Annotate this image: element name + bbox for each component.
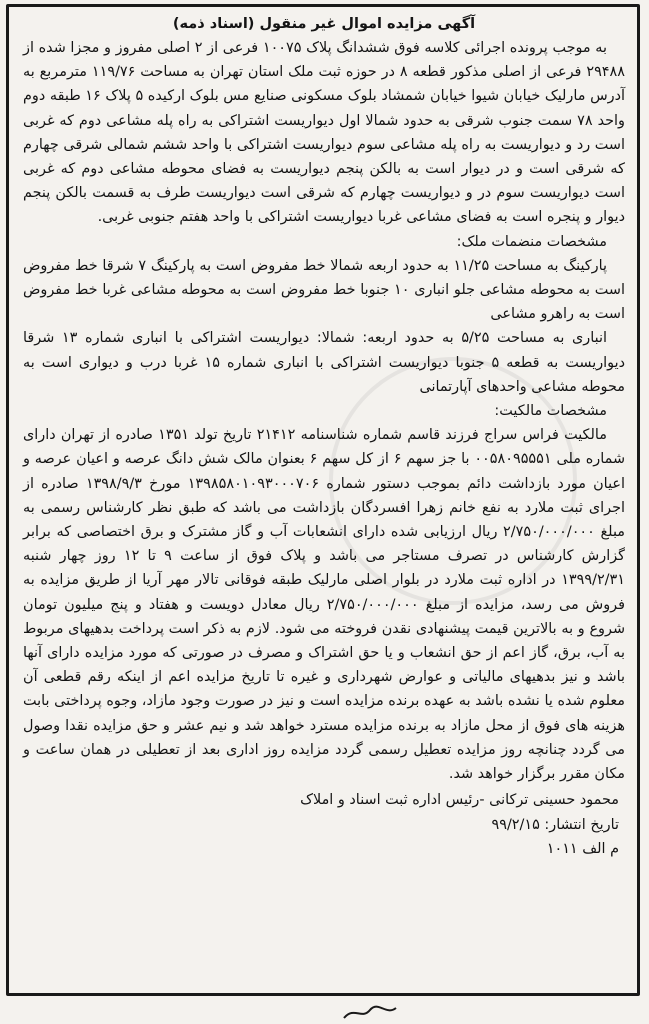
ownership-description: مالکیت فراس سراج فرزند قاسم شماره شناسنامه ۲۱۴۱۲ تاریخ تولد ۱۳۵۱ صادره از تهران دارای شماره ملی ۰۰۵۸۰۹۵۵۵۱ با جز سهم ۶ از کل سهم ۶ بعنوان مالک شش دانگ عرصه و اعیان عرصه و اعیان مورد بازداشت دائم بموجب دستور شماره ۱۳۹۸۵۸۰۱۰۹۳۰۰۰۷۰۶ مورخ ۱۳۹۸/۹/۳ صادره از اجرای ثبت ملارد به نفع خانم زهرا افسردگان بازداشت می باشد که طبق نظر کارشناس رسمی به مبلغ ۲/۷۵۰/۰۰۰/۰۰۰ ریال ارزیابی شده دارای انشعابات آب و گاز مشترک و برق اختصاصی که برابر گزارش کارشناس در تصرف مستاجر می باشد و پلاک فوق از ساعت ۹ تا ۱۲ روز چهار شنبه ۱۳۹۹/۲/۳۱ در اداره ثبت ملارد در بلوار اصلی مارلیک طبقه فوقانی تالار مهر آریا از طریق مزایده به فروش می رسد، مزایده از مبلغ ۲/۷۵۰/۰۰۰/۰۰۰ ریال معادل دویست و هفتاد و پنج میلیون تومان شروع و به بالاترین قیمت پیشنهادی نقدن فروخته می شود. لازم به ذکر است پرداخت بدهیهای مربوط به آب، برق، گاز اعم از حق انشعاب و یا حق اشتراک و مصرف در صورتی که مورد مزایده دارای آنها باشد و نیز بدهیهای مالیاتی و عوارض شهرداری و غیره تا تاریخ مزایده اعم از اینکه رقم قطعی آن معلوم شده یا نشده باشد به عهده برنده مزایده است و نیز در صورت وجود مازاد، وجوه پرداختی بابت هزینه های فوق از محل مازاد به برنده مزایده مسترد خواهد شد و نیم عشر و حق مزایده نقدا وصول می گردد چنانچه روز مزایده تعطیل رسمی گردد مزایده روز اداری بعد از تعطیلی در همان ساعت و مکان مقرر برگزار خواهد شد. [23,427,626,783]
signature: محمود حسینی ترکانی -رئیس اداره ثبت اسناد و املاک [300,792,619,809]
pen-mark-icon [340,1004,400,1022]
ownership-heading: مشخصات مالکیت: [494,403,607,420]
reference-code: م الف ۱۰۱۱ [546,840,619,857]
parking-description: پارکینگ به مساحت ۱۱/۲۵ به حدود اربعه شمالا خط مفروض است به پارکینگ ۷ شرقا خط مفروض است به محوطه مشاعی جلو انباری ۱۰ جنوبا خط مفروض است به محوطه مشاعی غربا خط مفروض است به راهرو مشاعی [23,257,625,323]
appurtenances-heading: مشخصات منضمات ملک: [456,233,607,250]
notice-title: آگهی مزایده اموال غیر منقول (اسناد ذمه) [172,16,476,32]
auction-notice [6,4,640,996]
storage-description: انباری به مساحت ۵/۲۵ به حدود اربعه: شمالا: دیواریست اشتراکی با انباری شماره ۱۳ شرقا دیواریست به قطعه ۵ جنوبا دیواریست اشتراکی با انباری شماره ۱۵ غربا درب و دیواری است به محوطه مشاعی واحدهای آپارتمانی [23,330,626,395]
property-description: به موجب پرونده اجرائی کلاسه فوق ششدانگ پلاک ۱۰۰۷۵ فرعی از ۲ اصلی مفروز و مجزا شده از ۲۹۴۸۸ فرعی از اصلی مذکور قطعه ۸ در حوزه ثبت ملک استان تهران به مساحت ۱۱۹/۷۶ مترمربع به آدرس مارلیک خیابان شیوا خیابان شمشاد بلوک مسکونی صنایع مس بلوک ارکیده ۵ پلاک ۱۶ طبقه دوم واحد ۷۸ سمت جنوب شرقی به حدود شمالا اول دیواریست اشتراکی به راه پله مشاعی دوم که غربی است رد و دیواریست به راه پله مشاعی سوم دیواریست اشتراکی با واحد ششم شمالی شرقی چهارم که شرقی است و در دیوار است به بالکن پنجم دیواریست به فضای محوطه مشاعی دوم که غربی است دیواریست سوم در و دیواریست چهارم که شرقی است دیواریست طرف به قسمت بالکن پنجم دیوار و پنجره است به فضای مشاعی غربا دیواریست اشتراکی با واحد هفتم جنوبی غربی. [23,40,625,226]
publish-date: تاریخ انتشار: ۹۹/۲/۱۵ [491,816,619,833]
